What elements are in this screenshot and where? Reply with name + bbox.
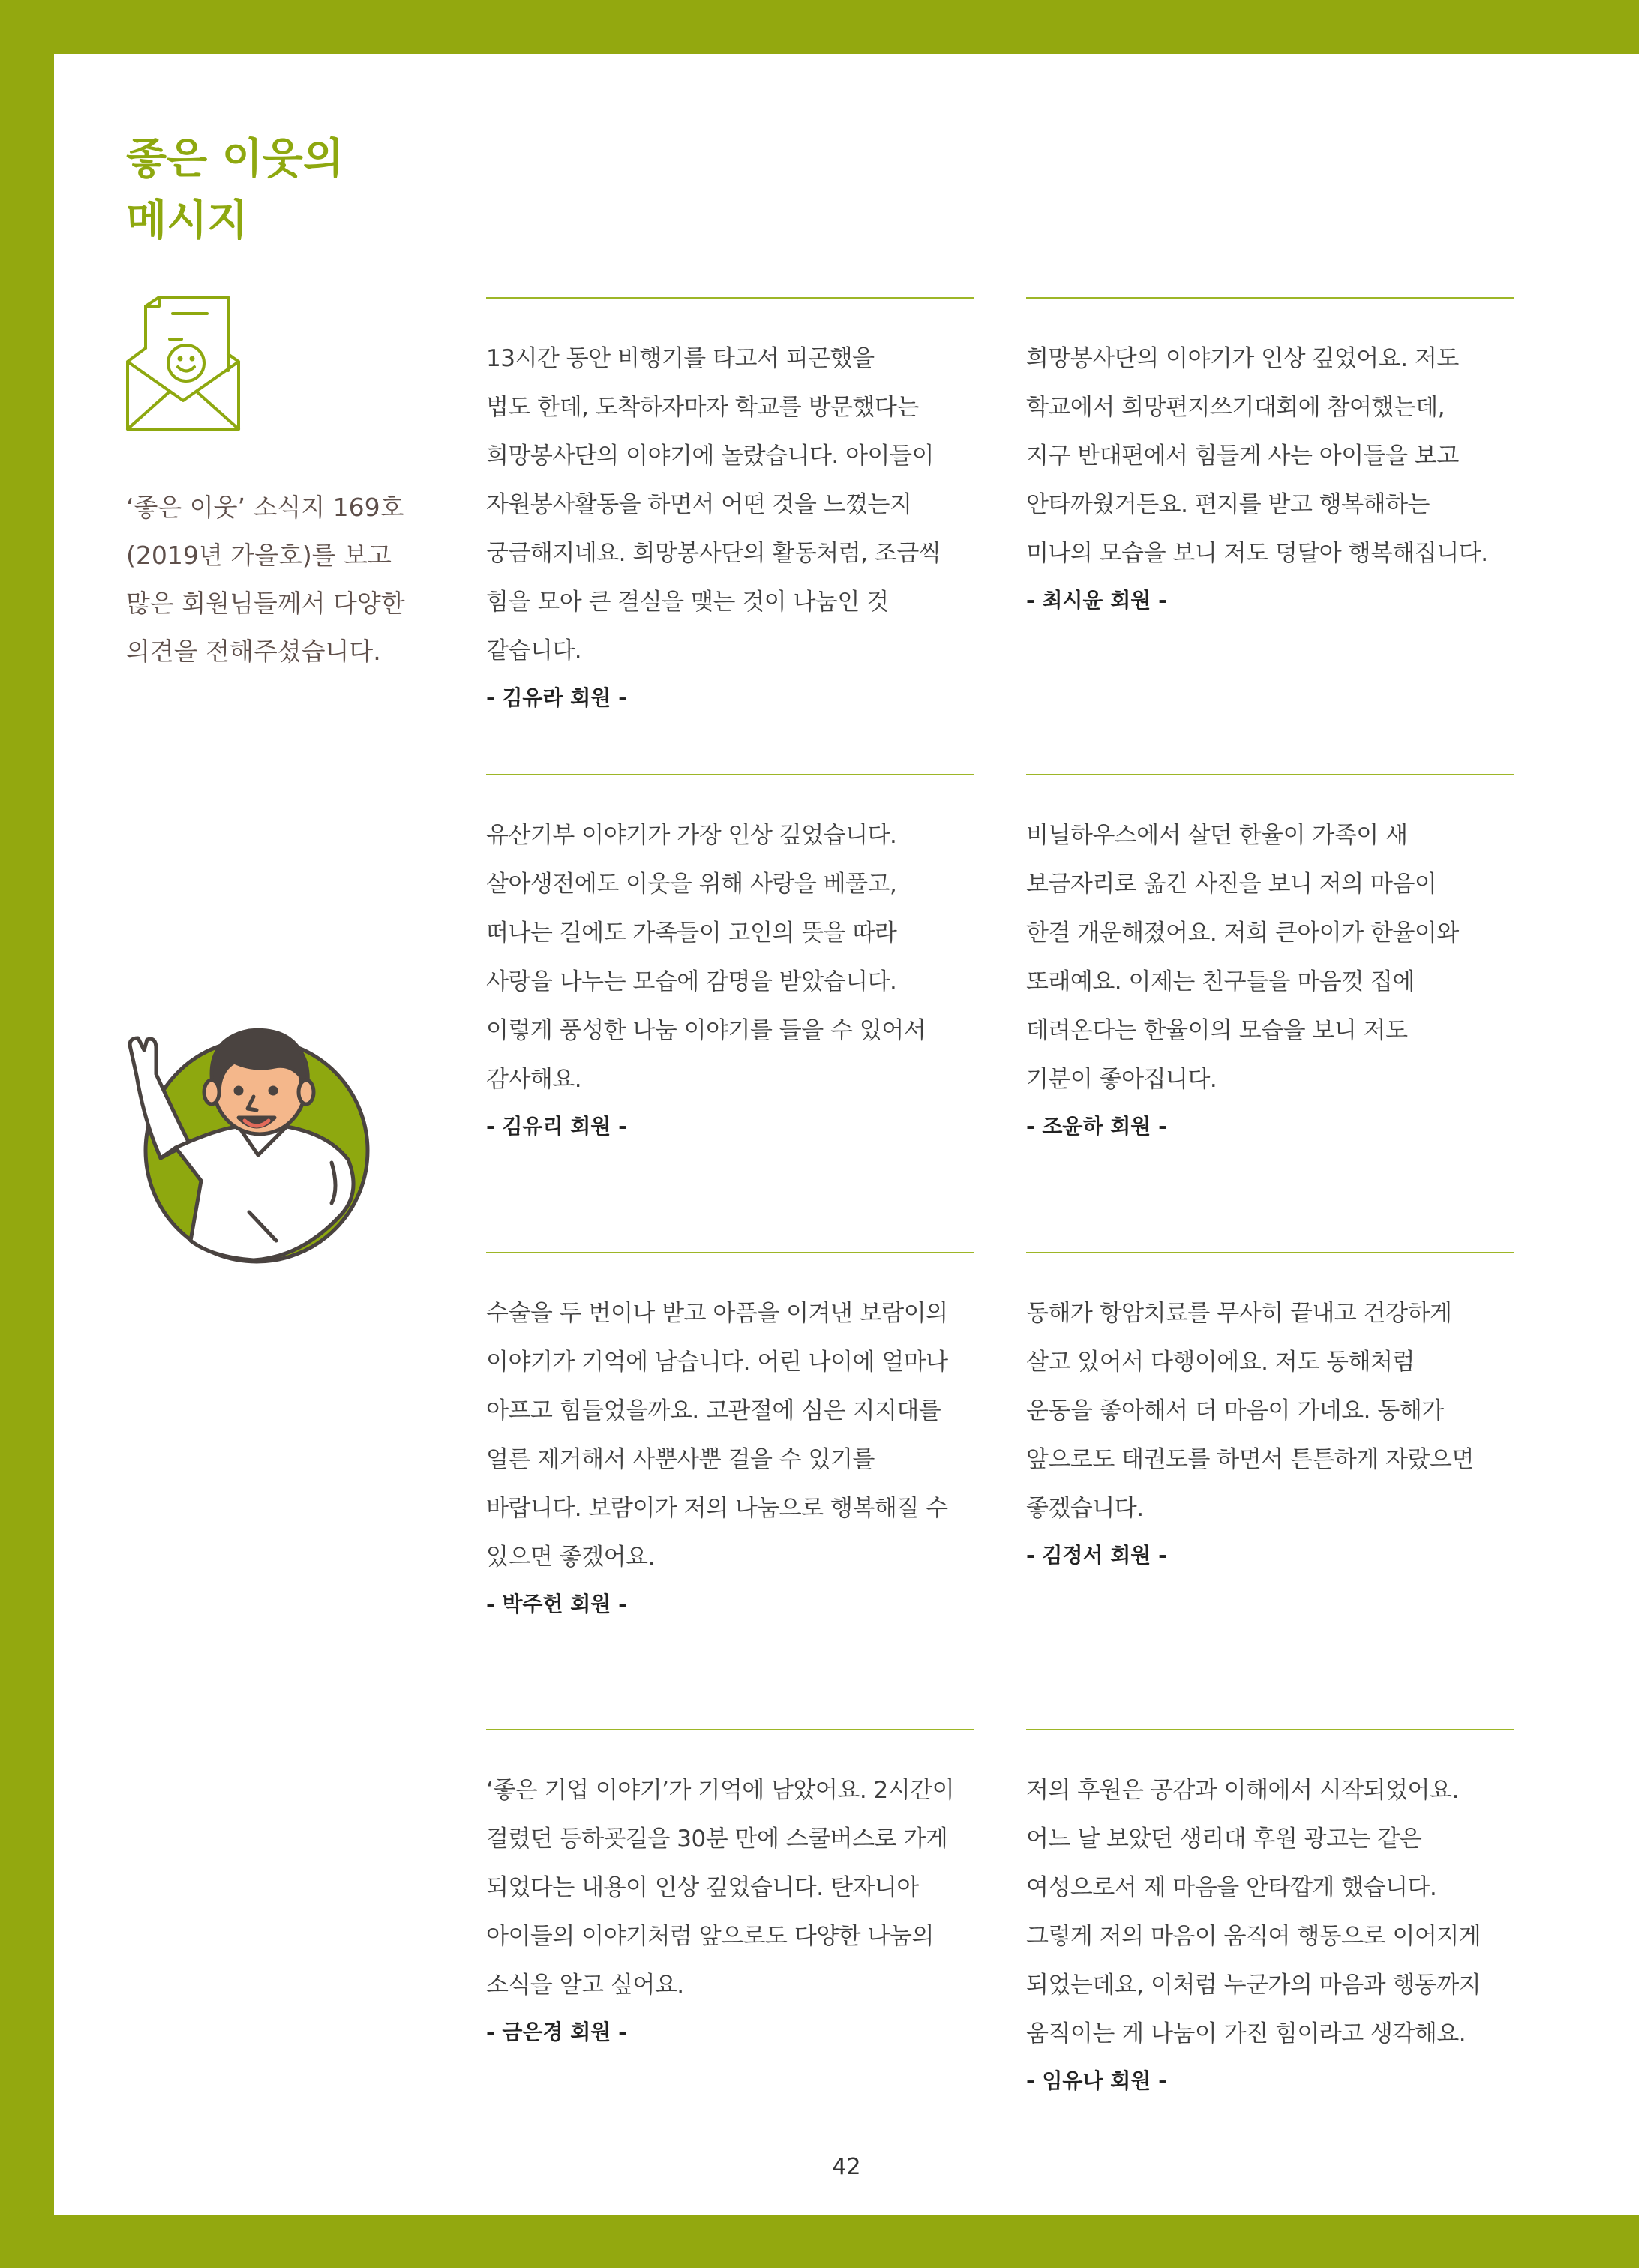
message-card: [486, 1729, 974, 2055]
intro-text: ‘좋은 이웃’ 소식지 169호 (2019년 가을호)를 보고 많은 회원님들께서 다양한 의견을 전해주셨습니다.: [126, 493, 405, 666]
card-divider: [1026, 774, 1514, 776]
message-author: - 조윤하 회원 -: [1026, 1114, 1167, 1138]
card-divider: [486, 1252, 974, 1253]
message-author: - 김유리 회원 -: [486, 1114, 627, 1138]
message-text: 13시간 동안 비행기를 타고서 피곤했을 법도 한데, 도착하자마자 학교를 방문했다는 희망봉사단의 이야기에 놀랐습니다. 아이들이 자원봉사활동을 하면서 어떤 것을 느꼈는지 궁금해지네요. 희망봉사단의 활동처럼, 조금씩 힘을 모아 큰 결실을 맺는 것이 나눔인 것 같습니다.: [486, 345, 941, 664]
message-card: [486, 1252, 974, 1627]
card-divider: [486, 297, 974, 298]
message-text: 저의 후원은 공감과 이해에서 시작되었어요. 어느 날 보았던 생리대 후원 광고는 같은 여성으로서 제 마음을 안타깝게 했습니다. 그렇게 저의 마음이 움직여 행동으로 이어지게 되었는데요, 이처럼 누군가의 마음과 행동까지 움직이는 게 나눔이 가진 힘이라고 생각해요.: [1026, 1777, 1481, 2048]
message-card: [1026, 1252, 1514, 1578]
message-author: - 김유라 회원 -: [486, 686, 627, 710]
message-card: [1026, 297, 1514, 623]
card-divider: [486, 1729, 974, 1730]
message-text: 유산기부 이야기가 가장 인상 깊었습니다. 살아생전에도 이웃을 위해 사랑을 베풀고, 떠나는 길에도 가족들이 고인의 뜻을 따라 사랑을 나누는 모습에 감명을 받았습니다. 이렇게 풍성한 나눔 이야기를 들을 수 있어서 감사해요.: [486, 822, 926, 1093]
message-card: [1026, 1729, 1514, 2104]
message-author: - 김정서 회원 -: [1026, 1543, 1167, 1568]
card-divider: [1026, 1729, 1514, 1730]
page-title: 좋은 이웃의 메시지: [126, 135, 344, 245]
message-card: [1026, 774, 1514, 1149]
smiling-letter-envelope-icon: [123, 296, 243, 432]
message-card: [486, 297, 974, 721]
message-text: 수술을 두 번이나 받고 아픔을 이겨낸 보람이의 이야기가 기억에 남습니다. 어린 나이에 얼마나 아프고 힘들었을까요. 고관절에 심은 지지대를 얼른 제거해서 사뿐사뿐 걸을 수 있기를 바랍니다. 보람이가 저의 나눔으로 행복해질 수 있으면 좋겠어요.: [486, 1300, 948, 1570]
message-author: - 최시윤 회원 -: [1026, 588, 1167, 613]
message-author: - 금은경 회원 -: [486, 2020, 627, 2044]
message-author: - 임유나 회원 -: [1026, 2068, 1167, 2093]
message-card: [486, 774, 974, 1149]
message-text: 희망봉사단의 이야기가 인상 깊었어요. 저도 학교에서 희망편지쓰기대회에 참여했는데, 지구 반대편에서 힘들게 사는 아이들을 보고 안타까웠거든요. 편지를 받고 행복해하는 미나의 모습을 보니 저도 덩달아 행복해집니다.: [1026, 345, 1488, 567]
page-number: 42: [832, 2154, 861, 2180]
card-divider: [1026, 1252, 1514, 1253]
message-text: 동해가 항암치료를 무사히 끝내고 건강하게 살고 있어서 다행이에요. 저도 동해처럼 운동을 좋아해서 더 마음이 가네요. 동해가 앞으로도 태권도를 하면서 튼튼하게 자랐으면 좋겠습니다.: [1026, 1300, 1474, 1522]
message-text: ‘좋은 기업 이야기’가 기억에 남았어요. 2시간이 걸렸던 등하굣길을 30분 만에 스쿨버스로 가게 되었다는 내용이 인상 깊었습니다. 탄자니아 아이들의 이야기처럼 앞으로도 다양한 나눔의 소식을 알고 싶어요.: [486, 1777, 955, 1999]
card-divider: [1026, 297, 1514, 298]
waving-volunteer-illustration: [107, 1016, 377, 1270]
card-divider: [486, 774, 974, 776]
message-text: 비닐하우스에서 살던 한율이 가족이 새 보금자리로 옮긴 사진을 보니 저의 마음이 한결 개운해졌어요. 저희 큰아이가 한율이와 또래예요. 이제는 친구들을 마음껏 집에 데려온다는 한율이의 모습을 보니 저도 기분이 좋아집니다.: [1026, 822, 1459, 1093]
message-author: - 박주헌 회원 -: [486, 1592, 627, 1616]
page: [54, 54, 1639, 2216]
